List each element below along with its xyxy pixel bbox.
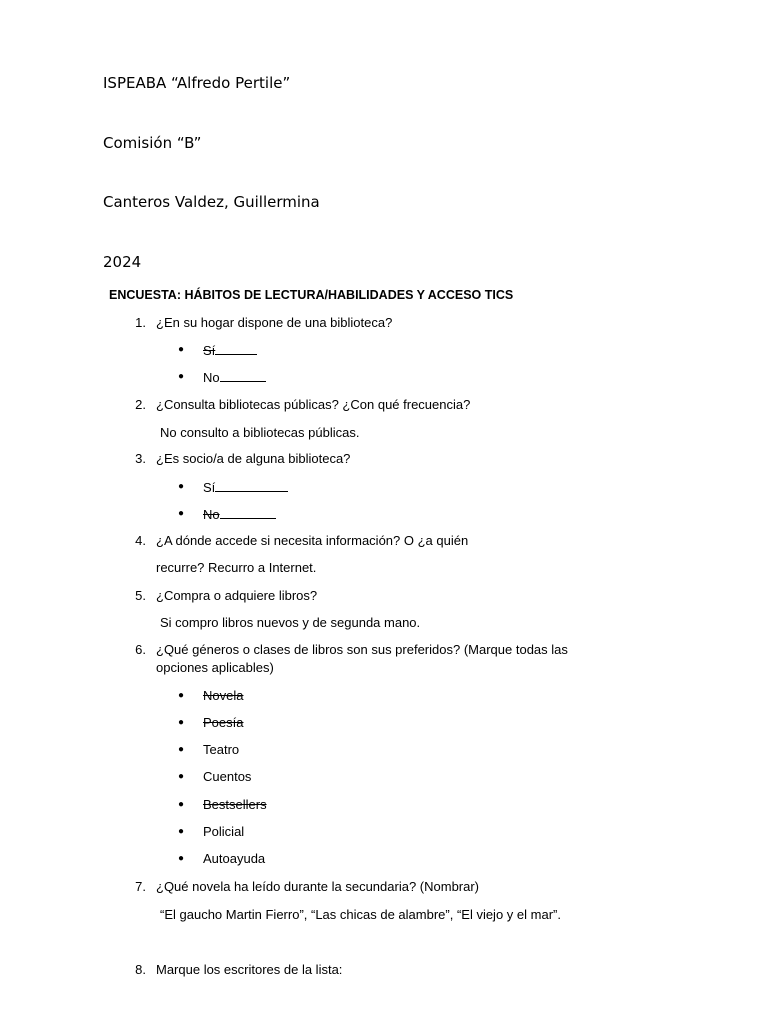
option-label: No <box>203 507 220 522</box>
option-label: Novela <box>203 688 244 703</box>
option-label: Sí <box>203 343 216 358</box>
bullet-icon: ● <box>178 344 185 355</box>
option-label: Autoayuda <box>203 851 266 866</box>
option-label: Cuentos <box>203 769 252 784</box>
question-text: ¿Consulta bibliotecas públicas? ¿Con qué frecuencia? <box>156 397 471 412</box>
question-text: ¿En su hogar dispone de una biblioteca? <box>156 315 393 330</box>
question-number: 7. <box>135 879 146 894</box>
bullet-icon: ● <box>178 371 185 382</box>
bullet-icon: ● <box>178 826 185 837</box>
question-number: 3. <box>135 451 146 466</box>
question-text: Marque los escritores de la lista: <box>156 962 343 977</box>
question-number: 6. <box>135 642 146 657</box>
question-number: 8. <box>135 962 146 977</box>
bullet-icon: ● <box>178 508 185 519</box>
option-label: No <box>203 370 220 385</box>
bullet-icon: ● <box>178 481 185 492</box>
option-label: Sí <box>203 480 216 495</box>
bullet-icon: ● <box>178 853 185 864</box>
option-label: Bestsellers <box>203 797 267 812</box>
option-label: Poesía <box>203 715 244 730</box>
bullet-icon: ● <box>178 744 185 755</box>
bullet-icon: ● <box>178 799 185 810</box>
survey-title: ENCUESTA: HÁBITOS DE LECTURA/HABILIDADES Y ACCESO TICS <box>109 288 514 302</box>
answer-5: Si compro libros nuevos y de segunda mano. <box>160 615 421 630</box>
question-number: 2. <box>135 397 146 412</box>
answer-7: “El gaucho Martin Fierro”, “Las chicas de alambre”, “El viejo y el mar”. <box>160 907 561 922</box>
question-number: 4. <box>135 533 146 548</box>
question-text: ¿Compra o adquiere libros? <box>156 588 318 603</box>
bullet-icon: ● <box>178 771 185 782</box>
bullet-icon: ● <box>178 690 185 701</box>
commission: Comisión “B” <box>103 134 202 152</box>
option-label: Policial <box>203 824 245 839</box>
answer-2: No consulto a bibliotecas públicas. <box>160 425 360 440</box>
bullet-icon: ● <box>178 717 185 728</box>
question-text: ¿A dónde accede si necesita información? O ¿a quién <box>156 533 469 548</box>
question-number: 5. <box>135 588 146 603</box>
question-text: ¿Qué géneros o clases de libros son sus preferidos? (Marque todas las opciones aplicables) <box>156 642 568 675</box>
institution-name: ISPEABA “Alfredo Pertile” <box>103 74 291 92</box>
year: 2024 <box>103 253 142 271</box>
option-label: Teatro <box>203 742 240 757</box>
question-text: ¿Qué novela ha leído durante la secundaria? (Nombrar) <box>156 879 480 894</box>
student-name: Canteros Valdez, Guillermina <box>103 193 320 211</box>
question-number: 1. <box>135 315 146 330</box>
question-text: ¿Es socio/a de alguna biblioteca? <box>156 451 351 466</box>
answer-4: recurre? Recurro a Internet. <box>156 560 317 575</box>
